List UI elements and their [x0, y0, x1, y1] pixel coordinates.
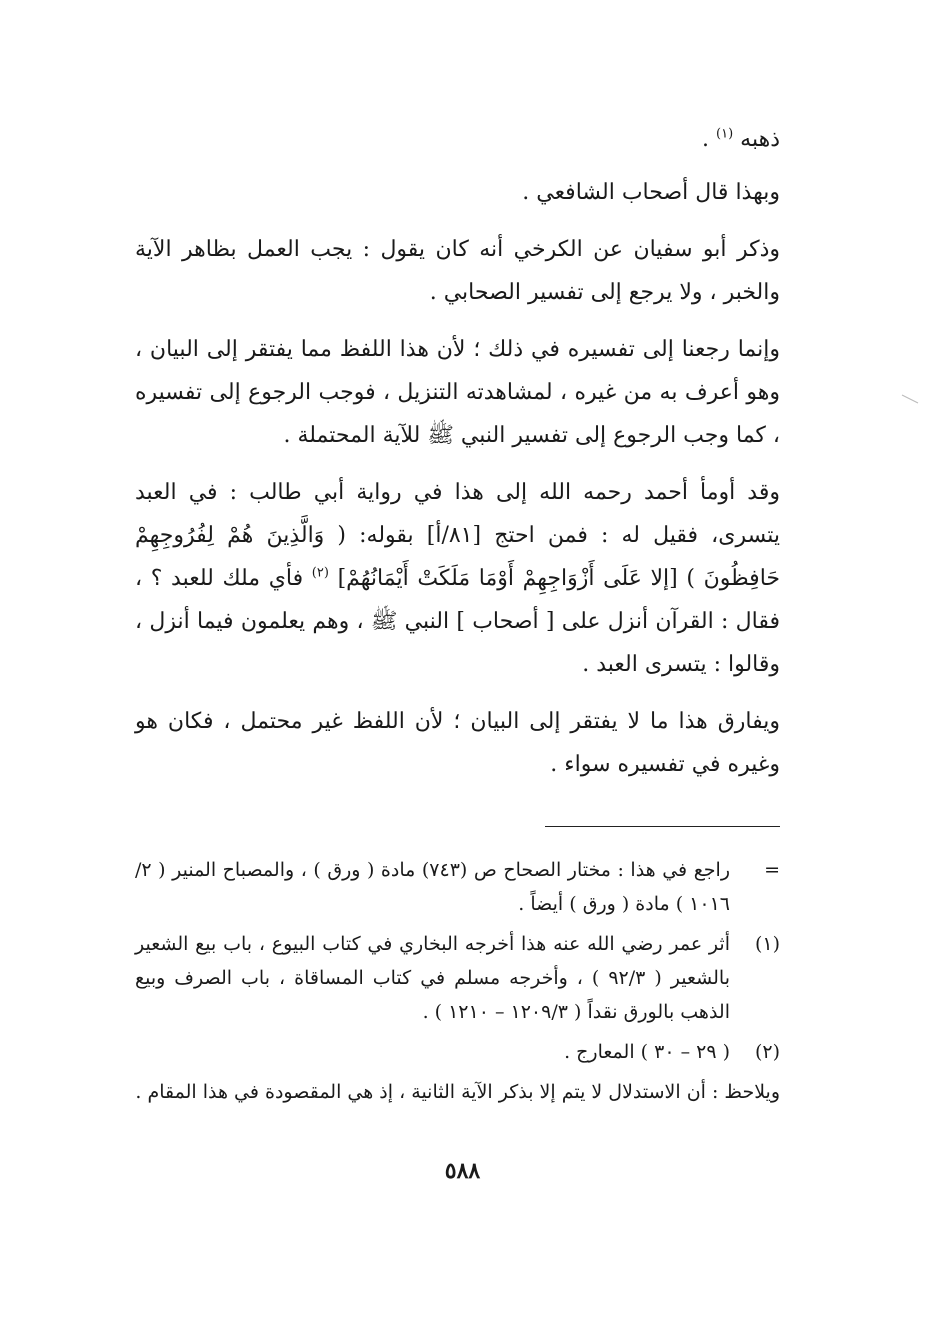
- page-body: [135, 118, 780, 1115]
- paragraph-6: ويفارق هذا ما لا يفتقر إلى البيان ؛ لأن اللفظ غير محتمل ، فكان هو وغيره في تفسيره سواء .: [135, 709, 780, 777]
- page-number: ٥٨٨: [444, 1158, 481, 1184]
- footnote-ref-1: (١): [716, 126, 734, 142]
- footnote-marker: =: [764, 859, 780, 881]
- gutter-mark-icon: [900, 393, 920, 405]
- footnote-continued: [135, 853, 780, 921]
- footnote-text: ويلاحظ : أن الاستدلال لا يتم إلا بذكر الآية الثانية ، إذ هي المقصودة في هذا المقام .: [135, 1081, 780, 1103]
- footnote-text: ( ٢٩ – ٣٠ ) المعارج .: [564, 1041, 730, 1063]
- footnote-text: راجع في هذا : مختار الصحاح ص (٧٤٣) مادة ( ورق ) ، والمصباح المنير ( ٢/ ١٠١٦ ) مادة ( ورق ) أيضاً .: [135, 859, 730, 915]
- paragraph-4: وإنما رجعنا إلى تفسيره في ذلك ؛ لأن هذا اللفظ مما يفتقر إلى البيان ، وهو أعرف به من غيره ، لمشاهدته التنزيل ، فوجب الرجوع إلى تفسيره ، كما وجب الرجوع إلى تفسير النبي ﷺ للآية المحتملة .: [135, 337, 780, 448]
- paragraph-1-tail: .: [702, 127, 717, 152]
- footnote-marker: (١): [754, 933, 780, 955]
- footnote-divider: [545, 826, 780, 827]
- footnote-1: [135, 927, 780, 1029]
- footnote-marker: (٢): [754, 1041, 780, 1063]
- paragraph-5-text: وقد أومأ أحمد رحمه الله إلى هذا في رواية أبي طالب : في العبد يتسرى، فقيل له : فمن احتج [٨١/أ] بقوله: ( وَالَّذِينَ هُمْ لِفُرُوجِهِمْ حَافِظُونَ ) [إلا عَلَى أَزْوَاجِهِمْ أَوْمَا مَلَكَتْ أَيْمَانُهُمْ]: [135, 480, 780, 591]
- footnote-divider-wrap: [135, 800, 780, 853]
- paragraph-1: [135, 118, 780, 161]
- paragraph-5: [135, 471, 780, 686]
- paragraph-1-text: ذهبه: [740, 127, 780, 152]
- footnote-2: [135, 1035, 780, 1069]
- footnote-text: أثر عمر رضي الله عنه هذا أخرجه البخاري في كتاب البيوع ، باب بيع الشعير بالشعير ( ٩٢/٣ ) ، وأخرجه مسلم في كتاب المساقاة ، باب الصرف وبيع الذهب بالورق نقداً ( ١٢٠٩/٣ – ١٢١٠ ) .: [135, 933, 730, 1023]
- paragraph-2: وبهذا قال أصحاب الشافعي .: [522, 180, 780, 205]
- footnote-note: [135, 1075, 780, 1109]
- paragraph-3: وذكر أبو سفيان عن الكرخي أنه كان يقول : يجب العمل بظاهر الآية والخبر ، ولا يرجع إلى تفسير الصحابي .: [135, 237, 780, 305]
- paragraph-5-tail: فأي ملك للعبد ؟ ، فقال : القرآن أنزل على [ أصحاب ] النبي ﷺ ، وهم يعلمون فيما أنزل ، وقالوا : يتسرى العبد .: [135, 566, 780, 677]
- footnote-ref-2: (٢): [311, 565, 329, 581]
